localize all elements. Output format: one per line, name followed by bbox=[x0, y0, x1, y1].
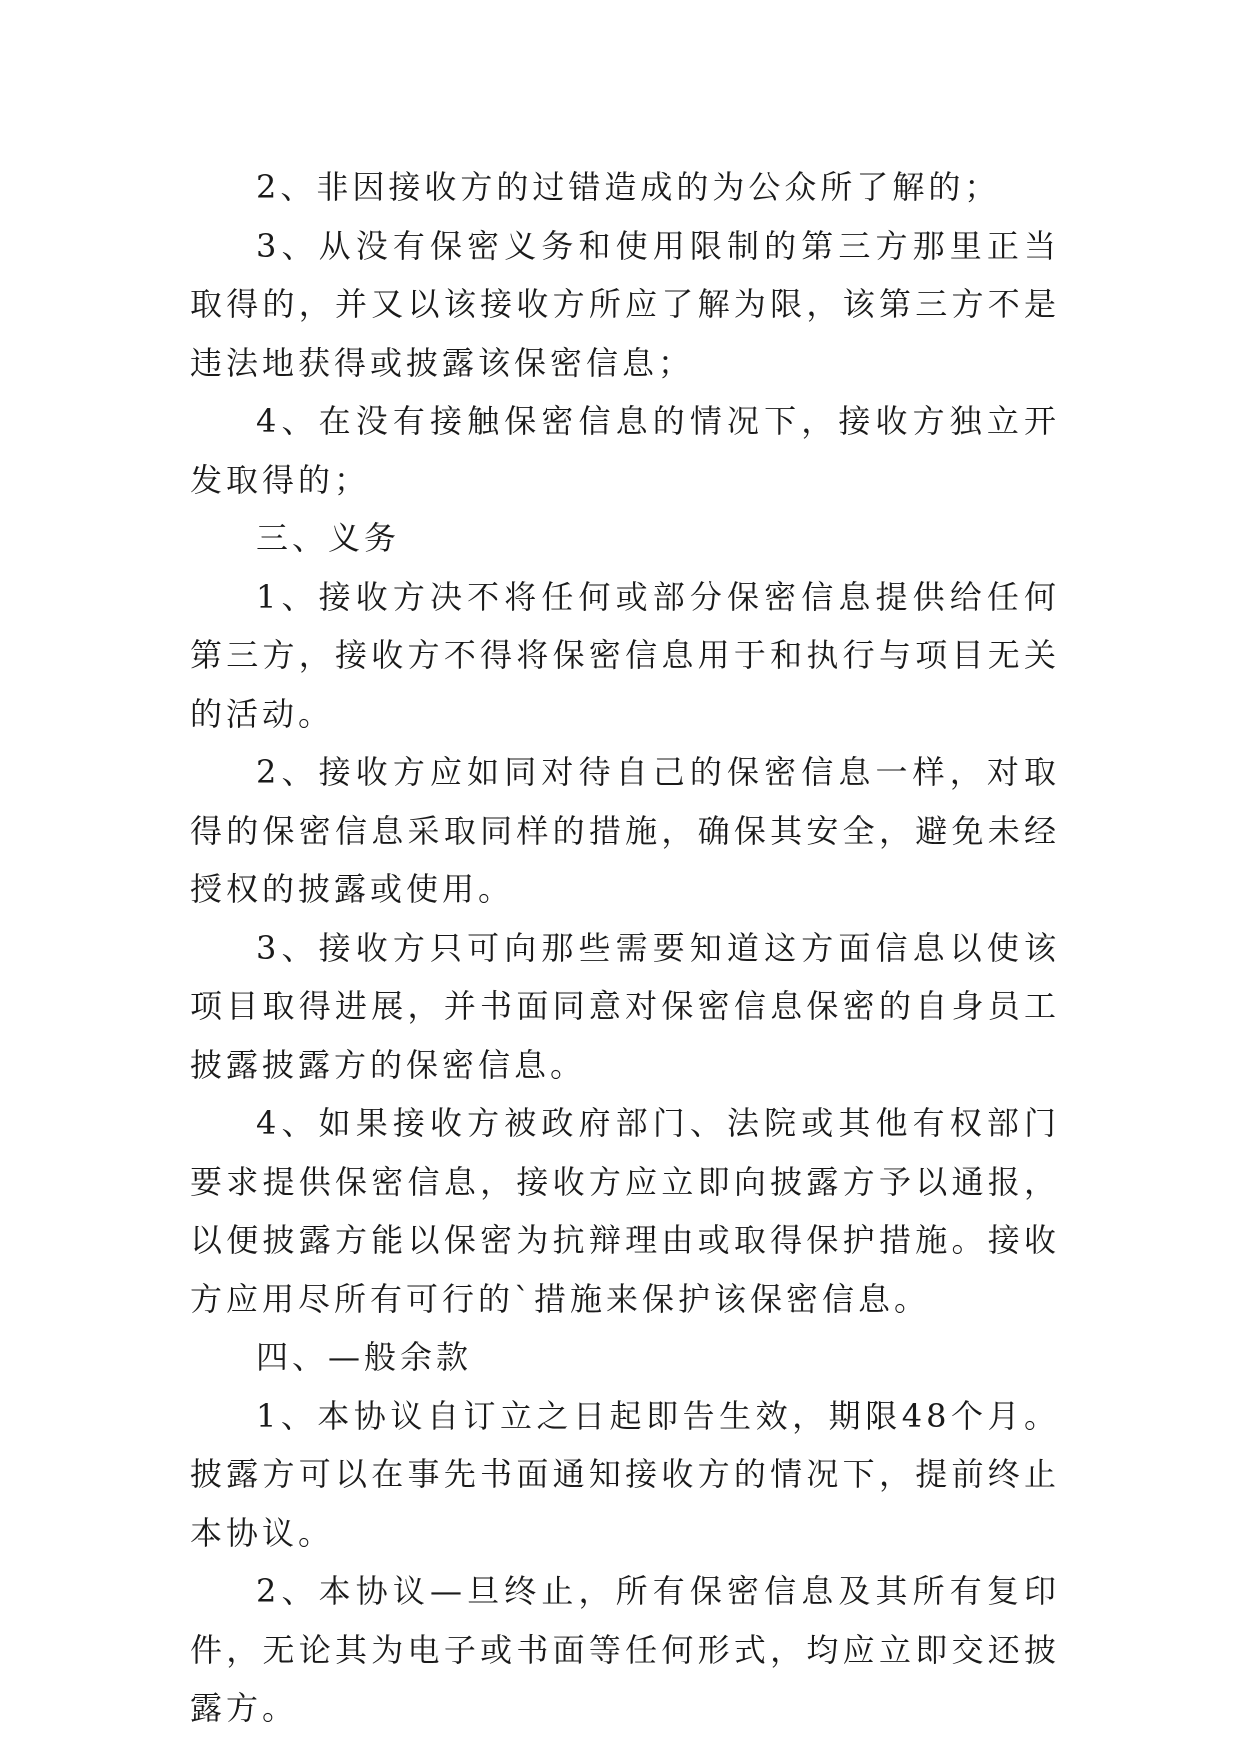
paragraph-clause-2-4: 4、在没有接触保密信息的情况下，接收方独立开发取得的； bbox=[190, 402, 1060, 499]
paragraph-clause-3-1: 1、接收方决不将任何或部分保密信息提供给任何第三方，接收方不得将保密信息用于和执行与项目无关的活动。 bbox=[190, 577, 1060, 733]
paragraph-clause-3-3: 3、接收方只可向那些需要知道这方面信息以使该项目取得进展，并书面同意对保密信息保密的自身员工披露披露方的保密信息。 bbox=[190, 928, 1060, 1084]
paragraph-clause-2-2: 2、非因接收方的过错造成的为公众所了解的； bbox=[256, 168, 1001, 206]
document-body bbox=[190, 158, 1060, 1738]
section-heading-obligations: 三、义务 bbox=[256, 519, 401, 557]
paragraph-clause-4-1: 1、本协议自订立之日起即告生效，期限48个月。披露方可以在事先书面通知接收方的情况下，提前终止本协议。 bbox=[190, 1396, 1060, 1552]
paragraph-clause-4-2: 2、本协议—旦终止，所有保密信息及其所有复印件，无论其为电子或书面等任何形式，均应立即交还披露方。 bbox=[190, 1572, 1060, 1727]
paragraph-clause-2-3: 3、从没有保密义务和使用限制的第三方那里正当取得的，并又以该接收方所应了解为限，该第三方不是违法地获得或披露该保密信息； bbox=[190, 226, 1060, 382]
paragraph-clause-3-2: 2、接收方应如同对待自己的保密信息一样，对取得的保密信息采取同样的措施，确保其安全，避免未经授权的披露或使用。 bbox=[190, 753, 1060, 908]
section-heading-general-terms: 四、—般余款 bbox=[256, 1338, 473, 1376]
paragraph-clause-3-4: 4、如果接收方被政府部门、法院或其他有权部门要求提供保密信息，接收方应立即向披露方予以通报，以便披露方能以保密为抗辩理由或取得保护措施。接收方应用尽所有可行的`措施来保护该保密信息。 bbox=[190, 1104, 1060, 1318]
